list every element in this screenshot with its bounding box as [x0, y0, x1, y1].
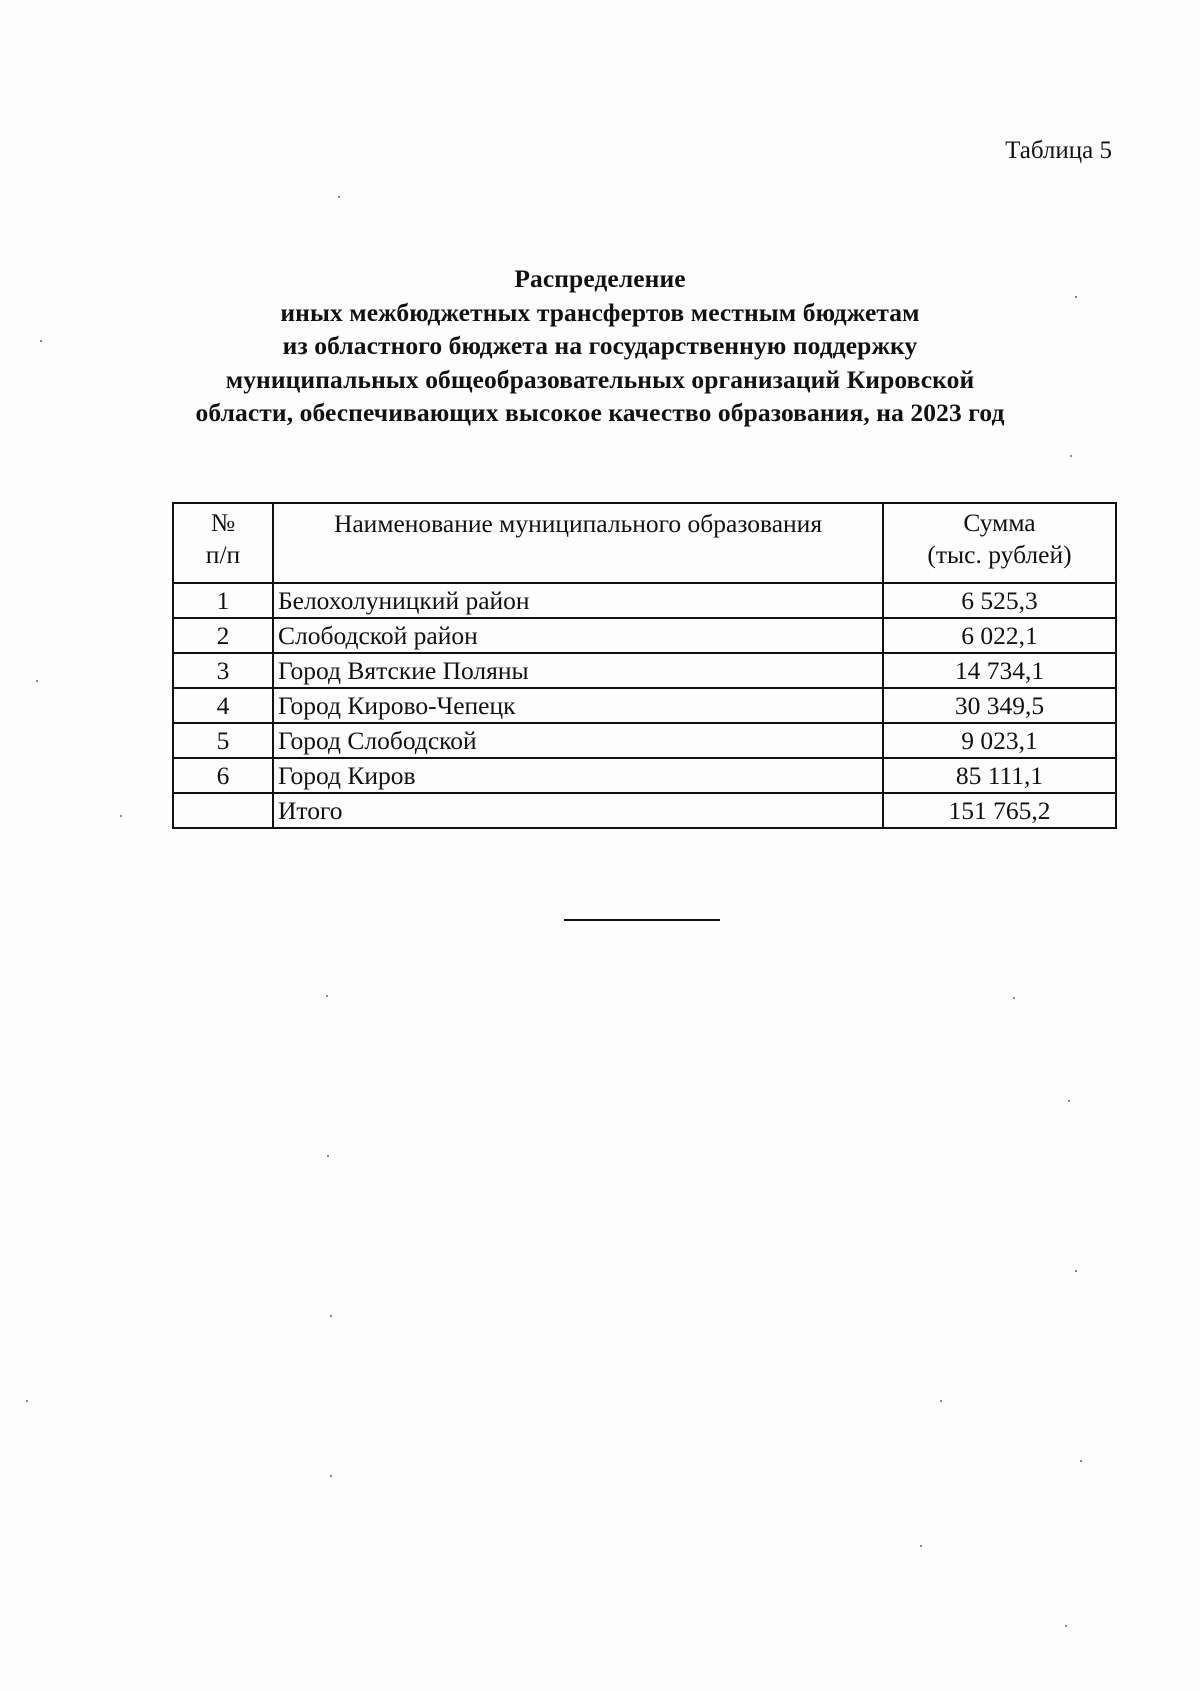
scan-speck: [1013, 997, 1015, 999]
table-row: [173, 688, 1116, 723]
scan-speck: [36, 680, 38, 682]
header-sum-line2: (тыс. рублей): [927, 540, 1072, 569]
scan-speck: [920, 1545, 922, 1547]
scan-speck: [940, 1400, 942, 1402]
scan-speck: [330, 1475, 332, 1477]
distribution-table: [172, 502, 1117, 829]
table-row: [173, 758, 1116, 793]
scan-speck: [40, 340, 42, 342]
row-number: 4: [173, 688, 273, 723]
scan-speck: [326, 995, 328, 997]
row-name: Город Киров: [273, 758, 883, 793]
header-number-line2: п/п: [205, 540, 241, 569]
table-row: [173, 583, 1116, 618]
scan-speck: [1075, 1270, 1077, 1272]
scan-speck: [1075, 296, 1077, 298]
scan-speck: [1068, 1100, 1070, 1102]
scan-speck: [330, 1315, 332, 1317]
row-number: 3: [173, 653, 273, 688]
table-header-row: [173, 503, 1116, 583]
end-divider-line: [564, 919, 720, 921]
total-number: [173, 793, 273, 828]
row-number: 2: [173, 618, 273, 653]
row-name: Город Вятские Поляны: [273, 653, 883, 688]
total-row: [173, 793, 1116, 828]
total-label: Итого: [273, 793, 883, 828]
scan-speck: [338, 196, 340, 198]
table-row: [173, 618, 1116, 653]
table-row: [173, 653, 1116, 688]
header-sum: [883, 503, 1116, 583]
scan-speck: [26, 1400, 28, 1402]
title-line: иных межбюджетных трансфертов местным бюджетам: [280, 297, 920, 327]
row-name: Белохолуницкий район: [273, 583, 883, 618]
scan-speck: [120, 815, 122, 817]
title-line: области, обеспечивающих высокое качество образования, на 2023 год: [195, 398, 1005, 427]
row-name: Слободской район: [273, 618, 883, 653]
row-sum: 6 525,3: [883, 583, 1116, 618]
row-sum: 6 022,1: [883, 618, 1116, 653]
table-number-caption: Таблица 5: [1005, 137, 1112, 164]
row-number: 5: [173, 723, 273, 758]
scan-speck: [1070, 455, 1072, 457]
header-number-line1: №: [210, 508, 236, 537]
scan-speck: [327, 1155, 329, 1157]
row-name: Город Слободской: [273, 723, 883, 758]
header-number: [173, 503, 273, 583]
title-line: Распределение: [514, 264, 686, 293]
row-sum: 30 349,5: [883, 688, 1116, 723]
row-name: Город Кирово-Чепецк: [273, 688, 883, 723]
row-sum: 9 023,1: [883, 723, 1116, 758]
header-sum-line1: Сумма: [963, 508, 1036, 537]
row-number: 6: [173, 758, 273, 793]
total-sum: 151 765,2: [883, 793, 1116, 828]
row-number: 1: [173, 583, 273, 618]
scan-speck: [1080, 1460, 1082, 1462]
row-sum: 85 111,1: [883, 758, 1116, 793]
header-name: Наименование муниципального образования: [273, 503, 883, 583]
row-sum: 14 734,1: [883, 653, 1116, 688]
document-title: [150, 262, 1050, 430]
title-line: муниципальных общеобразовательных организаций Кировской: [225, 364, 975, 394]
title-line: из областного бюджета на государственную поддержку: [282, 331, 918, 360]
table-row: [173, 723, 1116, 758]
scan-speck: [1065, 1625, 1067, 1627]
